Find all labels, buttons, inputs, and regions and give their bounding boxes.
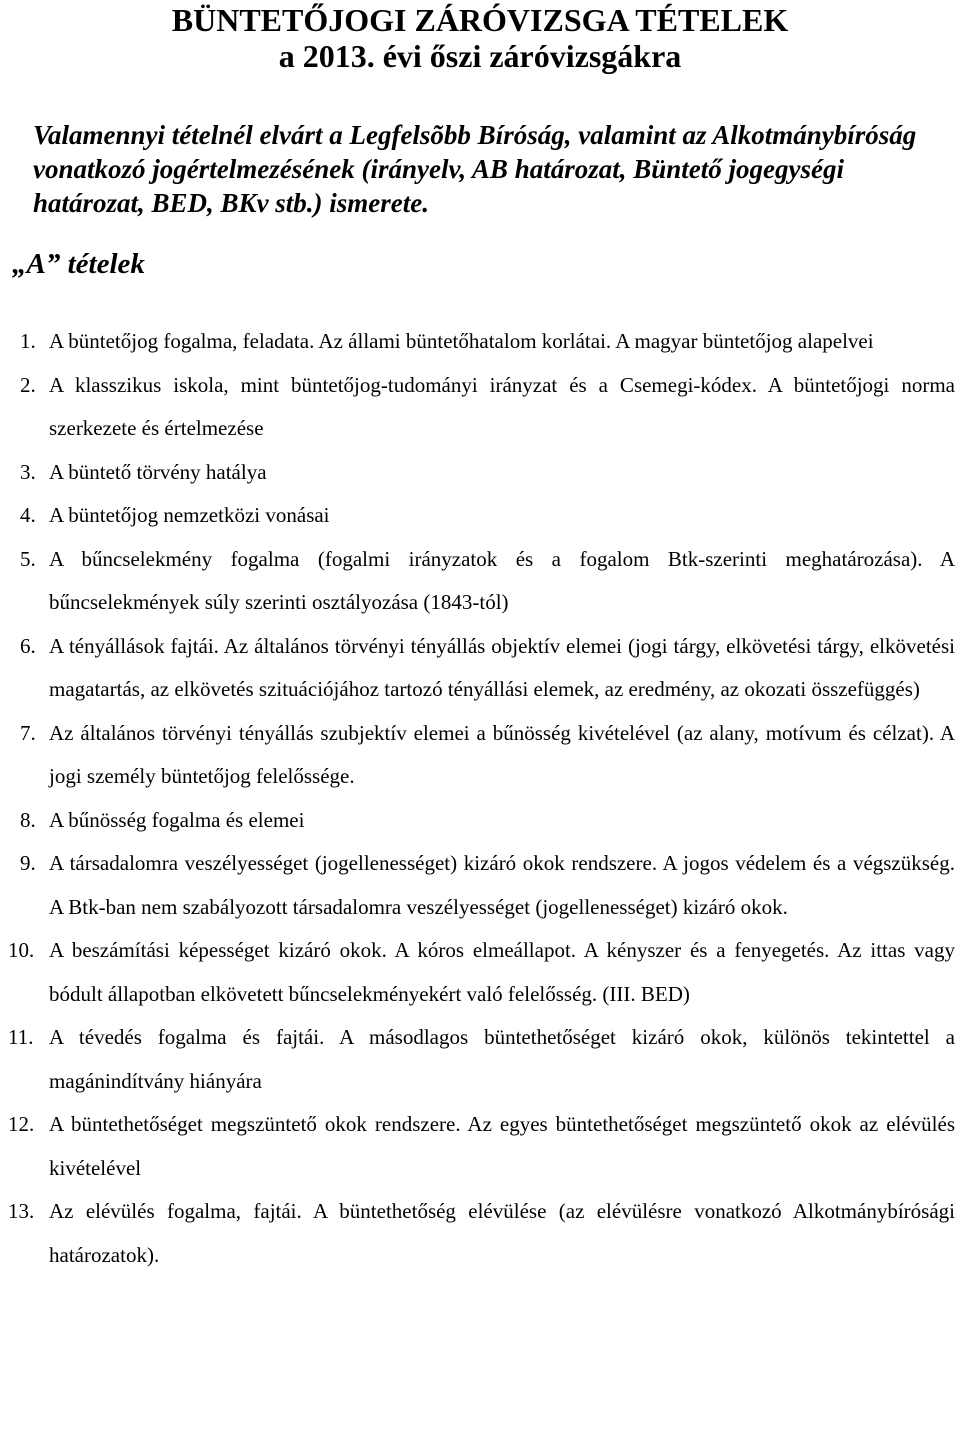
topic-number: 8. (20, 807, 36, 832)
topic-text: A tényállások fajtái. Az általános törvényi tényállás objektív elemei (jogi tárgy, elkövetési tárgy, elkövetési magatartás, az elkövetés szituációjához tartozó tényállási elemek, az eredmény, az okozati összefüggés) (49, 633, 955, 701)
topic-item (0, 451, 960, 495)
topic-item (0, 320, 960, 364)
topic-number: 2. (20, 372, 36, 397)
document-title: BÜNTETŐJOGI ZÁRÓVIZSGA TÉTELEK (171, 2, 789, 38)
topic-text: A büntetőjog fogalma, feladata. Az állami büntetőhatalom korlátai. A magyar büntetőjog alapelvei (49, 329, 874, 353)
topic-number: 9. (20, 851, 36, 875)
topic-text: A bűncselekmény fogalma (fogalmi irányzatok és a fogalom Btk-szerinti meghatározása). A bűncselekmények súly szerinti osztályozása (1843-tól) (49, 546, 955, 614)
topic-text: A beszámítási képességet kizáró okok. A kóros elmeállapot. A kényszer és a fenyegetés. Az ittas vagy bódult állapotban elkövetett bűncselekményekért való felelősség. (III. BED) (49, 938, 955, 1006)
topic-item (0, 799, 960, 843)
topic-number: 4. (20, 503, 36, 527)
topic-text: A büntetőjog nemzetközi vonásai (49, 503, 330, 527)
topic-item (0, 1016, 960, 1103)
topic-number: 5. (20, 546, 36, 571)
document-subtitle: a 2013. évi őszi záróvizsgákra (278, 38, 682, 74)
topic-number: 7. (20, 720, 36, 745)
topic-item (0, 625, 960, 712)
topic-list (0, 320, 960, 1277)
topic-text: A bűnösség fogalma és elemei (49, 807, 305, 832)
topic-text: A büntető törvény hatálya (49, 459, 267, 484)
section-heading: „A” tételek (12, 248, 145, 280)
topic-item (0, 712, 960, 799)
topic-number: 6. (20, 633, 36, 658)
topic-item (0, 1103, 960, 1190)
topic-number: 10. (8, 938, 35, 962)
topic-number: 11. (8, 1025, 34, 1049)
topic-number: 12. (8, 1112, 35, 1136)
intro-paragraph: Valamennyi tételnél elvárt a Legfelsõbb Bíróság, valamint az Alkotmánybíróság vonatkozó jogértelmezésének (irányelv, AB határozat, Büntető jogegységi határozat, BED, BKv stb.) ismerete. (33, 120, 917, 218)
topic-text: A tévedés fogalma és fajtái. A másodlagos büntethetőséget kizáró okok, különös tekintettel a magánindítvány hiányára (49, 1025, 955, 1093)
topic-number: 1. (20, 329, 36, 353)
topic-number: 3. (20, 459, 36, 484)
topic-item (0, 842, 960, 929)
topic-item (0, 494, 960, 538)
topic-text: A társadalomra veszélyességet (jogellenességet) kizáró okok rendszere. A jogos védelem és a végszükség. A Btk-ban nem szabályozott társadalomra veszélyességet (jogellenességet) kizáró okok. (49, 851, 955, 919)
topic-item (0, 1190, 960, 1277)
topic-text: A büntethetőséget megszüntető okok rendszere. Az egyes büntethetőséget megszüntető okok az elévülés kivételével (49, 1112, 955, 1180)
topic-text: Az általános törvényi tényállás szubjektív elemei a bűnösség kivételével (az alany, motívum és célzat). A jogi személy büntetőjog felelőssége. (49, 720, 955, 788)
topic-item (0, 929, 960, 1016)
topic-item (0, 538, 960, 625)
topic-item (0, 364, 960, 451)
topic-text: A klasszikus iskola, mint büntetőjog-tudományi irányzat és a Csemegi-kódex. A büntetőjogi norma szerkezete és értelmezése (49, 372, 955, 440)
topic-text: Az elévülés fogalma, fajtái. A büntethetőség elévülése (az elévülésre vonatkozó Alkotmánybírósági határozatok). (49, 1199, 955, 1267)
topic-number: 13. (8, 1199, 35, 1223)
